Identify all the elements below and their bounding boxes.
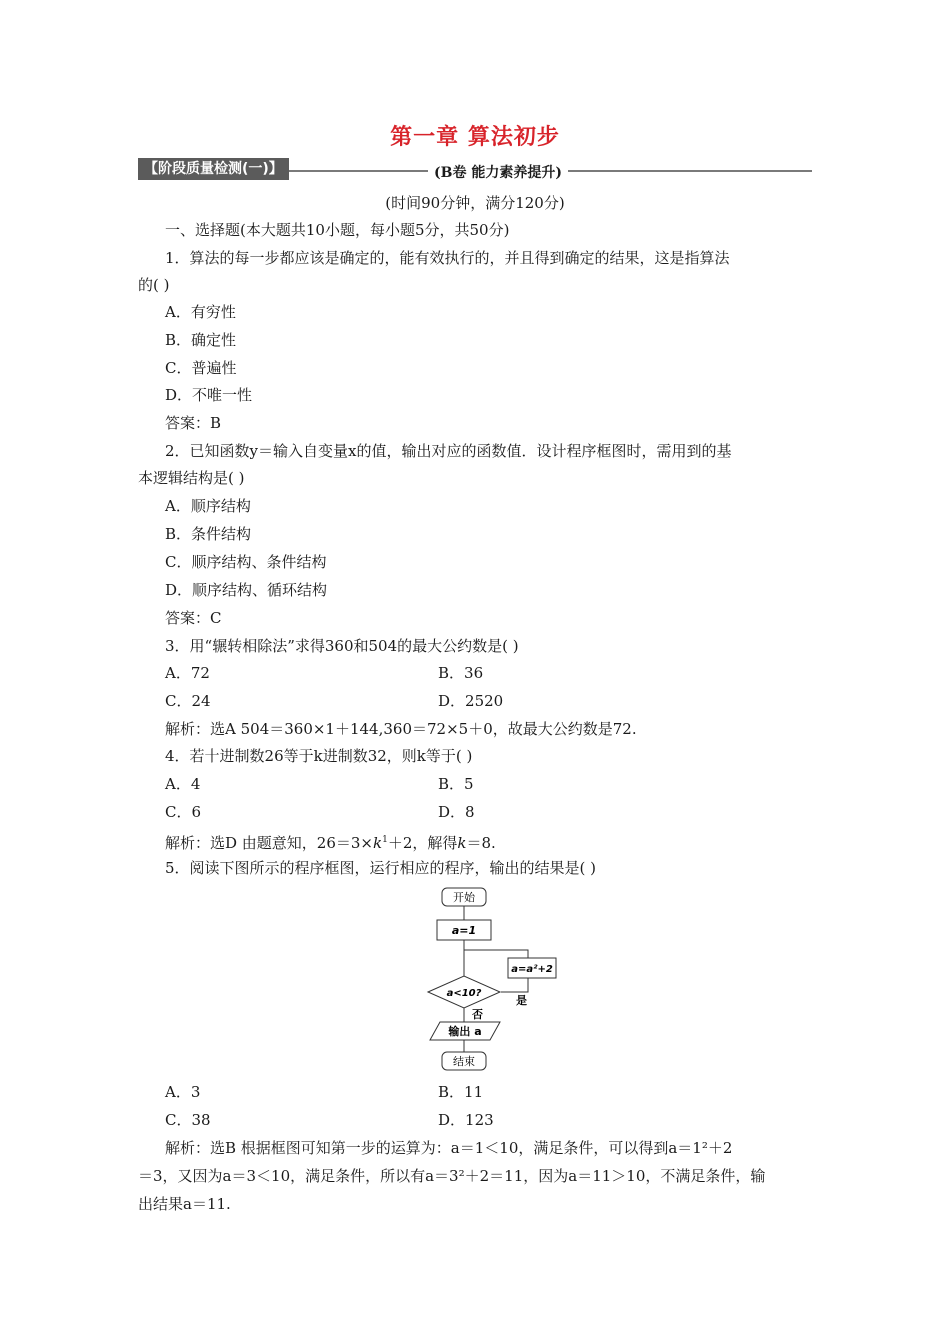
q1-option-c: C．普遍性 — [165, 359, 237, 377]
q1-stem-line1: 1．算法的每一步都应该是确定的，能有效执行的，并且得到确定的结果，这是指算法 — [165, 249, 730, 267]
q3-option-d: D．2520 — [438, 692, 504, 710]
q4-option-c: C．6 — [165, 803, 202, 821]
q4-analysis-mid: ＋2，解得 — [387, 834, 458, 852]
q2-option-d: D．顺序结构、循环结构 — [165, 581, 328, 599]
q4-option-a: A．4 — [165, 775, 201, 793]
q1-option-b: B．确定性 — [165, 331, 237, 349]
q4-analysis-var2: k — [457, 834, 467, 852]
q5-analysis-line2: ＝3，又因为a＝3＜10，满足条件，所以有a＝3²＋2＝11，因为a＝11＞10，不满足条件，输 — [138, 1167, 766, 1185]
q5-option-b: B．11 — [438, 1083, 484, 1101]
q2-option-a: A．顺序结构 — [165, 497, 251, 515]
q4-stem: 4．若十进制数26等于k进制数32，则k等于( ) — [165, 747, 473, 765]
q3-stem: 3．用“辗转相除法”求得360和504的最大公约数是( ) — [165, 637, 519, 655]
q5-stem: 5．阅读下图所示的程序框图，运行相应的程序，输出的结果是( ) — [165, 859, 597, 877]
section-bar — [138, 156, 812, 182]
flow-loop-line — [464, 950, 528, 958]
flow-end-text: 结束 — [453, 1055, 475, 1068]
flowchart — [420, 884, 570, 1076]
flow-init-text: a=1 — [451, 924, 477, 937]
flow-yes-line — [501, 978, 528, 992]
q1-option-a: A．有穷性 — [165, 303, 236, 321]
chapter-title: 第一章 算法初步 — [390, 124, 560, 150]
q2-option-b: B．条件结构 — [165, 525, 252, 543]
q1-option-d: D．不唯一性 — [165, 386, 253, 404]
q5-analysis-line1: 解析：选B 根据框图可知第一步的运算为：a＝1＜10，满足条件，可以得到a＝1²＋2 — [165, 1139, 733, 1157]
flow-no-label: 否 — [472, 1008, 483, 1021]
q4-option-d: D．8 — [438, 803, 475, 821]
q1-stem-line2: 的( ) — [138, 276, 170, 294]
q3-option-c: C．24 — [165, 692, 211, 710]
section-subtitle: (B卷 能力素养提升) — [428, 162, 568, 182]
q4-analysis-pre: 解析：选D 由题意知，26＝3× — [165, 834, 373, 852]
q2-option-c: C．顺序结构、条件结构 — [165, 553, 327, 571]
q4-analysis-var: k — [373, 834, 383, 852]
q2-stem-line2: 本逻辑结构是( ) — [138, 469, 245, 487]
time-note: (时间90分钟，满分120分) — [385, 194, 565, 212]
flow-decision-text: a<10? — [446, 988, 482, 999]
flow-update-text: a=a²+2 — [511, 964, 553, 975]
q3-analysis: 解析：选A 504＝360×1＋144,360＝72×5＋0，故最大公约数是72. — [165, 720, 637, 738]
q5-option-c: C．38 — [165, 1111, 211, 1129]
q5-option-d: D．123 — [438, 1111, 494, 1129]
flow-start-text: 开始 — [453, 891, 475, 904]
flow-output-text: 输出 a — [448, 1025, 482, 1038]
q5-option-a: A．3 — [165, 1083, 201, 1101]
q3-option-b: B．36 — [438, 664, 484, 682]
q3-option-a: A．72 — [165, 664, 210, 682]
q4-analysis-end: ＝8. — [466, 834, 496, 852]
q4-analysis — [165, 830, 496, 853]
q2-stem-line1: 2．已知函数y＝输入自变量x的值，输出对应的函数值．设计程序框图时，需用到的基 — [165, 442, 732, 460]
q5-analysis-line3: 出结果a＝11. — [138, 1195, 231, 1213]
flow-yes-label: 是 — [516, 994, 527, 1007]
q2-answer: 答案：C — [165, 609, 222, 627]
part-heading: 一、选择题(本大题共10小题，每小题5分，共50分) — [165, 221, 510, 239]
q4-analysis-exp: 1 — [382, 835, 388, 845]
q4-option-b: B．5 — [438, 775, 474, 793]
section-tag: 【阶段质量检测(一)】 — [138, 158, 289, 180]
q1-answer: 答案：B — [165, 414, 222, 432]
